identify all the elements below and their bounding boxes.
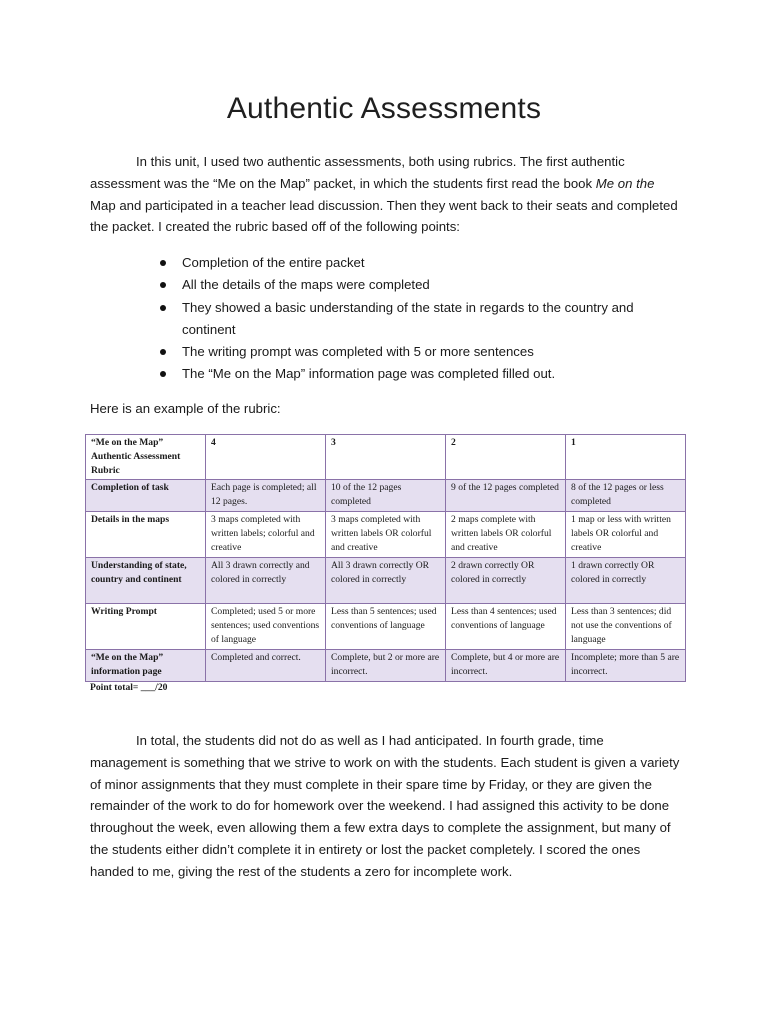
rubric-cell: Complete, but 2 or more are incorrect. [326,649,446,681]
bullet-item [158,274,678,296]
rubric-cell: Completed and correct. [206,649,326,681]
table-row [86,603,686,649]
rubric-cell: Each page is completed; all 12 pages. [206,480,326,512]
bullet-icon [160,305,166,311]
rubric-header-score-4: 4 [206,435,326,480]
bullet-text: The “Me on the Map” information page was completed filled out. [182,366,556,382]
bullet-item [158,341,678,363]
bullet-text: All the details of the maps were completed [182,277,430,293]
conclusion-paragraph [90,730,680,883]
bullet-text: They showed a basic understanding of the state in regards to the country and continent [182,299,634,337]
book-title: Me on the [595,175,655,191]
bullet-item [158,363,678,385]
rubric-criterion: Completion of task [86,480,206,512]
rubric-header-score-3: 3 [326,435,446,480]
rubric-header-title: “Me on the Map” Authentic Assessment Rubric [86,435,206,480]
rubric-cell: Incomplete; more than 5 are incorrect. [566,649,686,681]
table-row [86,649,686,681]
bullet-item [158,252,678,274]
rubric-cell: 10 of the 12 pages completed [326,480,446,512]
table-row [86,511,686,557]
rubric-cell: Complete, but 4 or more are incorrect. [446,649,566,681]
rubric-cell: 9 of the 12 pages completed [446,480,566,512]
rubric-criterion: Writing Prompt [86,603,206,649]
rubric-cell: 1 drawn correctly OR colored in correctly [566,557,686,603]
table-row [86,557,686,603]
bullet-icon [160,282,166,288]
point-total: Point total= ___/20 [90,682,168,693]
bullet-text: The writing prompt was completed with 5 or more sentences [182,344,534,360]
rubric-criterion: Understanding of state, country and continent [86,557,206,603]
rubric-cell: Less than 3 sentences; did not use the conventions of language [566,603,686,649]
rubric-cell: 2 maps complete with written labels OR colorful and creative [446,511,566,557]
table-row [86,480,686,512]
intro-paragraph [90,151,680,238]
rubric-cell: All 3 drawn correctly OR colored in correctly [326,557,446,603]
rubric-header-score-2: 2 [446,435,566,480]
rubric-cell: Completed; used 5 or more sentences; used conventions of language [206,603,326,649]
rubric-cell: 3 maps completed with written labels; colorful and creative [206,511,326,557]
rubric-cell: 1 map or less with written labels OR colorful and creative [566,511,686,557]
rubric-table [85,434,686,682]
rubric-intro-label: Here is an example of the rubric: [90,401,281,416]
rubric-cell: 2 drawn correctly OR colored in correctly [446,557,566,603]
bullet-text: Completion of the entire packet [182,255,365,270]
intro-text-part2: Map and participated in a teacher lead discussion. Then they went back to their seats and completed the packet. I created the rubric based off of the following points: [90,197,678,235]
conclusion-text: In total, the students did not do as well as I had anticipated. In fourth grade, time management is something that we strive to work on with the students. Each student is given a variety of minor assignments that they must complete in their spare time by Friday, or they are given the remainder of the work to do for homework over the weekend. I had assigned this activity to be done throughout the week, even allowing them a few extra days to complete the assignment, but many of the students either didn’t complete it in entirety or lost the packet completely. I scored the ones handed to me, giving the rest of the students a zero for incomplete work. [90,733,680,879]
intro-text-part1: In this unit, I used two authentic assessments, both using rubrics. The first authentic assessment was the “Me on the Map” packet, in which the students first read the book [90,154,625,191]
bullet-item [158,297,678,342]
rubric-cell: Less than 4 sentences; used conventions of language [446,603,566,649]
bullet-icon [160,260,166,266]
page-title: Authentic Assessments [226,92,542,125]
rubric-header-score-1: 1 [566,435,686,480]
rubric-cell: 3 maps completed with written labels OR colorful and creative [326,511,446,557]
rubric-header-row [86,435,686,480]
rubric-criterion: “Me on the Map” information page [86,649,206,681]
bullet-icon [160,349,166,355]
criteria-bullet-list [158,252,678,386]
rubric-cell: Less than 5 sentences; used conventions of language [326,603,446,649]
bullet-icon [160,371,166,377]
rubric-cell: 8 of the 12 pages or less completed [566,480,686,512]
rubric-cell: All 3 drawn correctly and colored in correctly [206,557,326,603]
rubric-criterion: Details in the maps [86,511,206,557]
